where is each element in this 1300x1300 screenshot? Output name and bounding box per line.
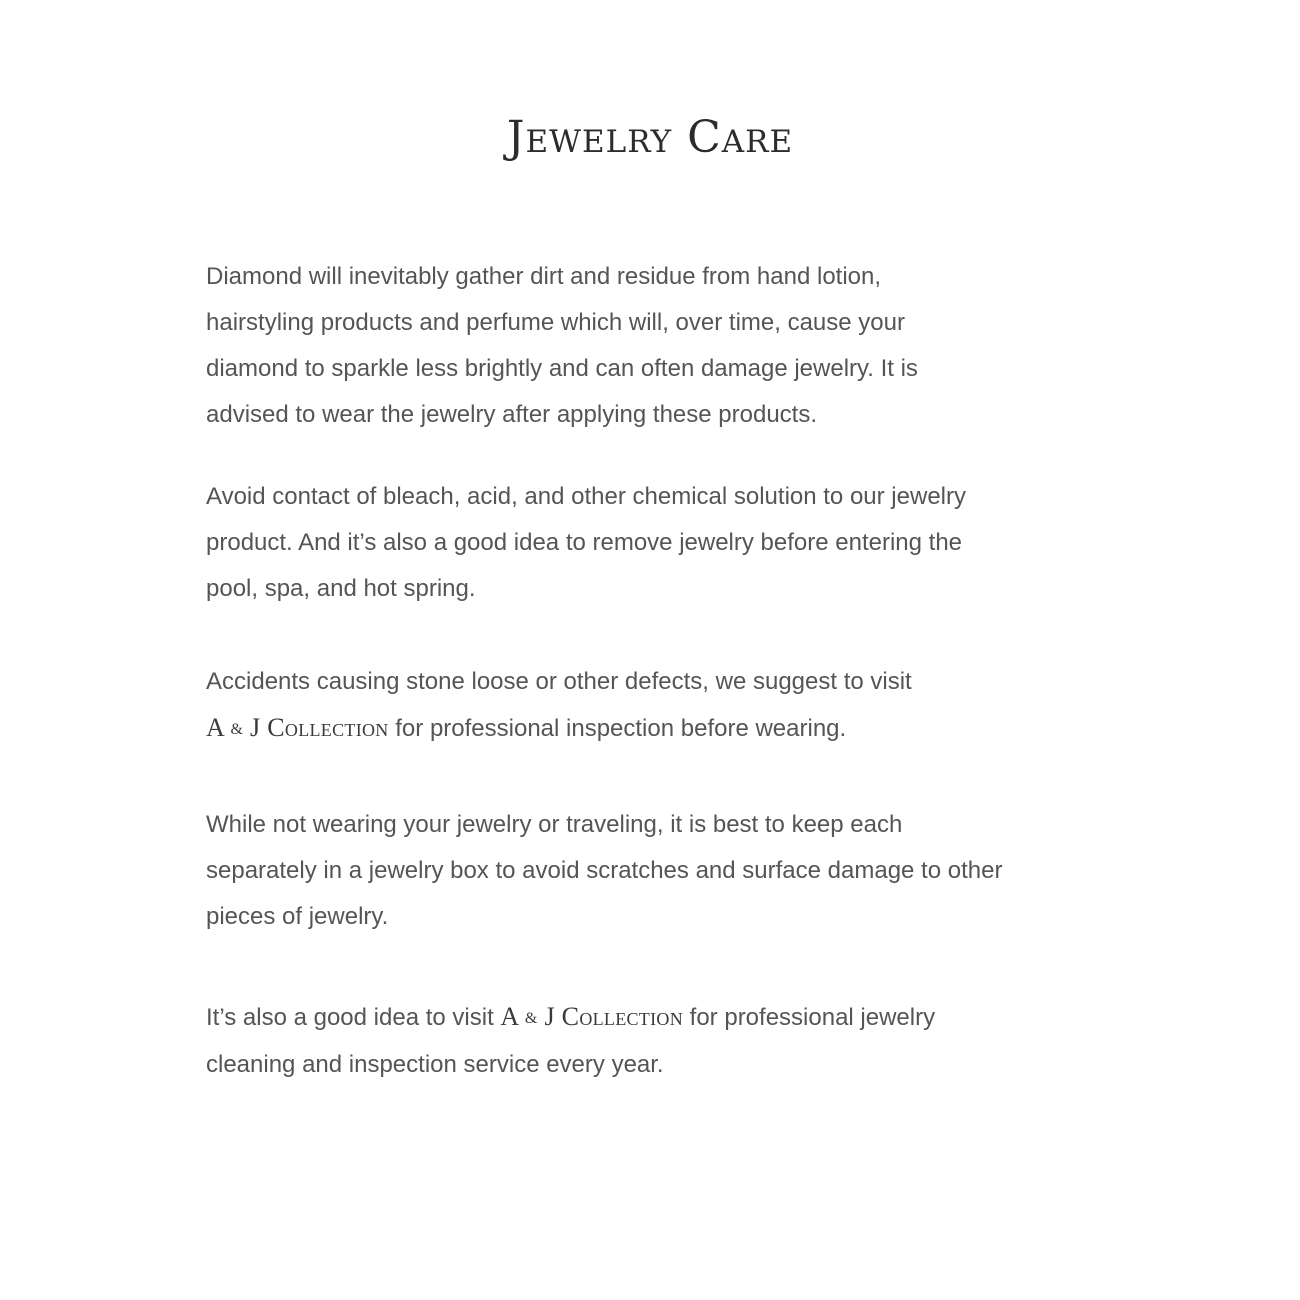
paragraph-line: pool, spa, and hot spring. bbox=[206, 575, 476, 602]
paragraph-diamond-residue bbox=[206, 254, 1106, 438]
paragraph-line: While not wearing your jewelry or traveling, it is best to keep each bbox=[206, 811, 903, 838]
page-title: Jewelry Care bbox=[506, 112, 794, 163]
brand-name: A & J Collection bbox=[500, 1002, 683, 1031]
paragraph-line: hairstyling products and perfume which will, over time, cause your bbox=[206, 309, 905, 336]
paragraph-line: pieces of jewelry. bbox=[206, 903, 389, 930]
paragraph-line: A & J Collection for professional inspection before wearing. bbox=[206, 713, 847, 742]
brand-name: A & J Collection bbox=[206, 713, 389, 742]
paragraph-accidents bbox=[206, 659, 1106, 753]
paragraph-line: diamond to sparkle less brightly and can often damage jewelry. It is bbox=[206, 355, 918, 382]
paragraph-storage bbox=[206, 802, 1106, 940]
paragraph-annual-cleaning bbox=[206, 994, 1106, 1088]
paragraph-line: It’s also a good idea to visit A & J Collection for professional jewelry bbox=[206, 1002, 936, 1031]
paragraph-line: product. And it’s also a good idea to remove jewelry before entering the bbox=[206, 529, 963, 556]
paragraph-avoid-chemicals bbox=[206, 474, 1106, 612]
paragraph-line: Avoid contact of bleach, acid, and other chemical solution to our jewelry bbox=[206, 483, 966, 510]
paragraph-line: cleaning and inspection service every year. bbox=[206, 1051, 664, 1078]
paragraph-line: Accidents causing stone loose or other defects, we suggest to visit bbox=[206, 668, 912, 695]
paragraph-line: separately in a jewelry box to avoid scratches and surface damage to other bbox=[206, 857, 1003, 884]
paragraph-line: Diamond will inevitably gather dirt and residue from hand lotion, bbox=[206, 263, 882, 290]
paragraph-line: advised to wear the jewelry after applying these products. bbox=[206, 401, 818, 428]
